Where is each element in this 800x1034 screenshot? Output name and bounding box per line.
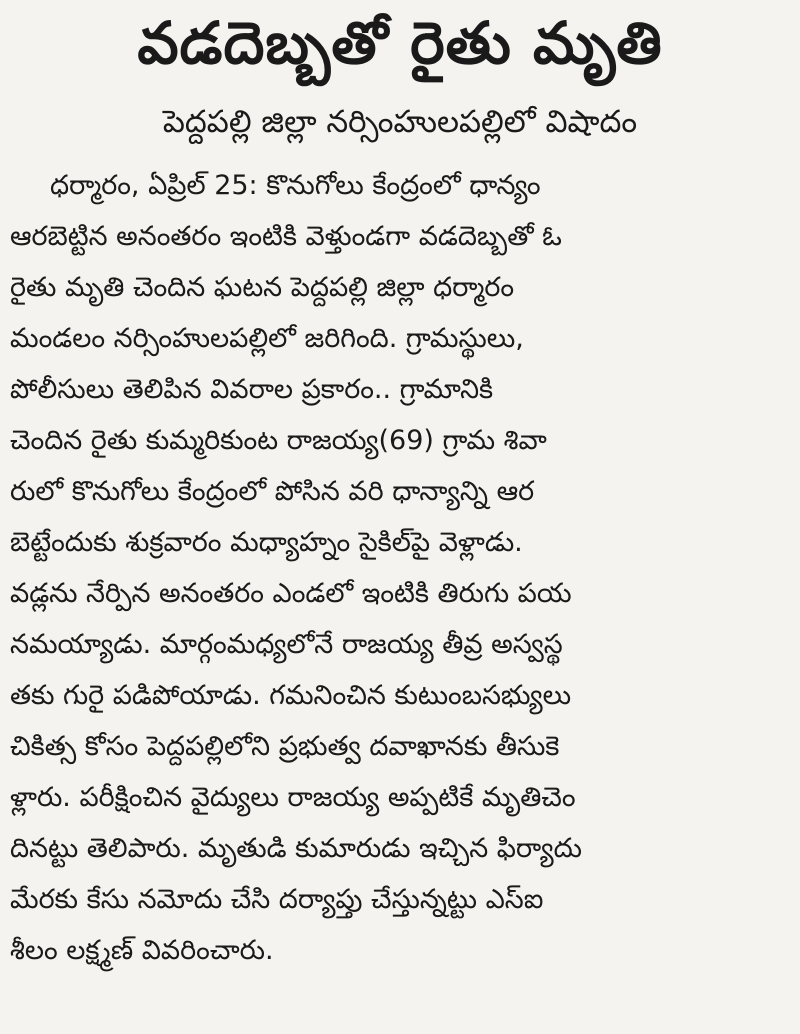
body-line: చికిత్స కోసం పెద్దపల్లిలోని ప్రభుత్వ దవాఖానకు తీసుకె [10,731,560,762]
body-line: శీలం లక్ష్మణ్ వివరించారు. [10,935,274,966]
body-line: దినట్టు తెలిపారు. మృతుడి కుమారుడు ఇచ్చిన ఫిర్యాదు [10,833,583,864]
body-line: మండలం నర్సింహులపల్లిలో జరిగింది. గ్రామస్థులు, [10,323,524,354]
body-line: ఆరబెట్టిన అనంతరం ఇంటికి వెళ్తుండగా వడదెబ్బతో ఓ [10,221,562,252]
body-line: ళ్లారు. పరీక్షించిన వైద్యులు రాజయ్య అప్పటికే మృతిచెం [10,782,576,813]
headline: వడదెబ్బతో రైతు మృతి [137,9,663,77]
body-line: రైతు మృతి చెందిన ఘటన పెద్దపల్లి జిల్లా ధర్మారం [10,272,515,303]
body-line: మేరకు కేసు నమోదు చేసి దర్యాప్తు చేస్తున్నట్టు ఎస్‌ఐ [10,884,544,915]
body-line: రులో కొనుగోలు కేంద్రంలో పోసిన వరి ధాన్యాన్ని ఆర [10,476,535,507]
body-line: తకు గురై పడిపోయాడు. గమనించిన కుటుంబసభ్యులు [10,680,572,711]
article-body [10,160,790,976]
body-line: నమయ్యాడు. మార్గంమధ్యలోనే రాజయ్య తీవ్ర అస్వస్థ [10,629,563,660]
subheadline: పెద్దపల్లి జిల్లా నర్సింహులపల్లిలో విషాదం [162,104,638,140]
body-line: వడ్లను నేర్పిన అనంతరం ఎండలో ఇంటికి తిరుగు పయ [10,578,572,609]
body-line: ధర్మారం, ఏప్రిల్ 25: కొనుగోలు కేంద్రంలో ధాన్యం [50,170,541,201]
body-line: పోలీసులు తెలిపిన వివరాల ప్రకారం.. గ్రామానికి [10,374,494,405]
body-line: చెందిన రైతు కుమ్మరికుంట రాజయ్య(69) గ్రామ శివా [10,425,547,456]
body-line: బెట్టేందుకు శుక్రవారం మధ్యాహ్నం సైకిల్‌పై వెళ్లాడు. [10,527,523,558]
